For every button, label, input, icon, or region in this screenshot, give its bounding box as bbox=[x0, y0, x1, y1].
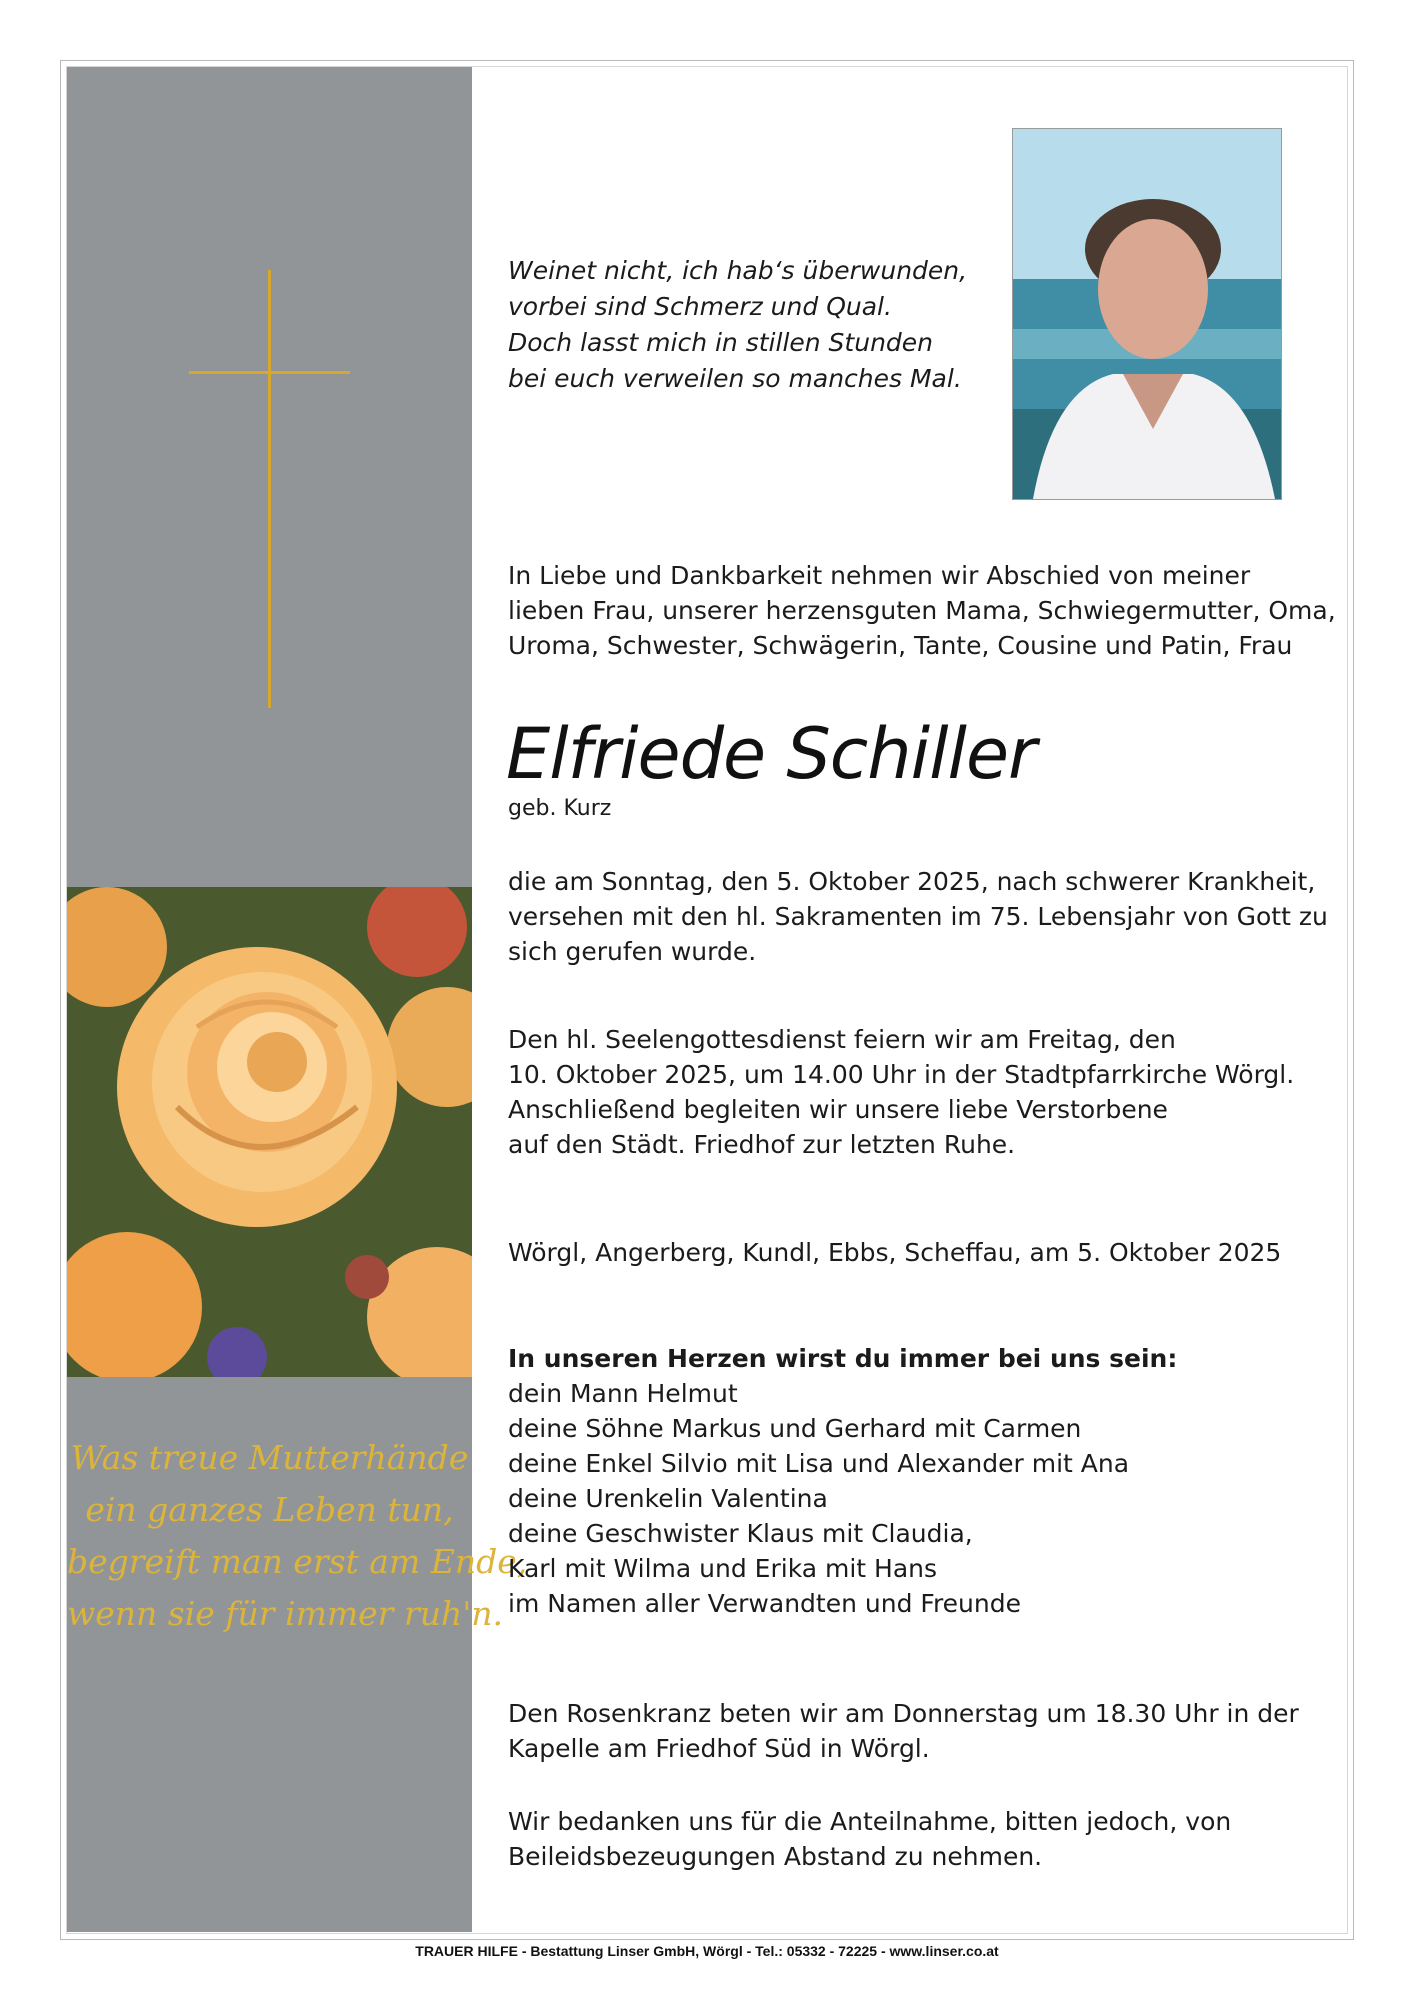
poem bbox=[508, 253, 967, 397]
poem-line: Doch lasst mich in stillen Stunden bbox=[508, 328, 934, 357]
intro-line: Uroma, Schwester, Schwägerin, Tante, Cousine und Patin, Frau bbox=[508, 631, 1293, 660]
rosary-line: Kapelle am Friedhof Süd in Wörgl. bbox=[508, 1734, 930, 1763]
poem-line: bei euch verweilen so manches Mal. bbox=[508, 364, 962, 393]
thanks-line: Beileidsbezeugungen Abstand zu nehmen. bbox=[508, 1842, 1043, 1871]
mourner-line: deine Geschwister Klaus mit Claudia, bbox=[508, 1519, 973, 1548]
cross-icon-bar bbox=[189, 371, 350, 374]
intro-paragraph bbox=[508, 558, 1336, 663]
place-date-line: Wörgl, Angerberg, Kundl, Ebbs, Scheffau, am 5. Oktober 2025 bbox=[508, 1238, 1282, 1267]
place-date bbox=[508, 1235, 1281, 1270]
death-notice-line: sich gerufen wurde. bbox=[508, 937, 757, 966]
mourner-line: deine Söhne Markus und Gerhard mit Carmen bbox=[508, 1414, 1082, 1443]
intro-line: In Liebe und Dankbarkeit nehmen wir Abschied von meiner bbox=[508, 561, 1251, 590]
thanks-paragraph bbox=[508, 1804, 1231, 1874]
death-notice bbox=[508, 864, 1328, 969]
birth-name: geb. Kurz bbox=[508, 796, 612, 821]
death-notice-line: die am Sonntag, den 5. Oktober 2025, nach schwerer Krankheit, bbox=[508, 867, 1316, 896]
footer: TRAUER HILFE - Bestattung Linser GmbH, Wörgl - Tel.: 05332 - 72225 - www.linser.co.at bbox=[415, 1943, 999, 1959]
deceased-name: Elfriede Schiller bbox=[506, 713, 1036, 795]
mourner-line: deine Urenkelin Valentina bbox=[508, 1484, 828, 1513]
mourner-line: im Namen aller Verwandten und Freunde bbox=[508, 1589, 1022, 1618]
mourners-heading: In unseren Herzen wirst du immer bei uns sein: bbox=[508, 1344, 1178, 1373]
mourner-line: Karl mit Wilma und Erika mit Hans bbox=[508, 1554, 938, 1583]
service-line: 10. Oktober 2025, um 14.00 Uhr in der Stadtpfarrkirche Wörgl. bbox=[508, 1060, 1295, 1089]
cross-icon bbox=[268, 270, 271, 708]
mourners-list bbox=[508, 1341, 1177, 1621]
side-quote-line: begreift man erst am Ende, bbox=[67, 1542, 528, 1581]
mourner-line: deine Enkel Silvio mit Lisa und Alexander mit Ana bbox=[508, 1449, 1130, 1478]
mourner-line: dein Mann Helmut bbox=[508, 1379, 738, 1408]
portrait-photo bbox=[1012, 128, 1282, 500]
service-line: Anschließend begleiten wir unsere liebe Verstorbene bbox=[508, 1095, 1168, 1124]
poem-line: Weinet nicht, ich hab‘s überwunden, bbox=[508, 256, 968, 285]
death-notice-line: versehen mit den hl. Sakramenten im 75. Lebensjahr von Gott zu bbox=[508, 902, 1328, 931]
intro-line: lieben Frau, unserer herzensguten Mama, Schwiegermutter, Oma, bbox=[508, 596, 1336, 625]
rosary-paragraph bbox=[508, 1696, 1299, 1766]
side-quote bbox=[67, 1432, 528, 1640]
side-quote-line: ein ganzes Leben tun, bbox=[85, 1490, 454, 1529]
service-line: Den hl. Seelengottesdienst feiern wir am Freitag, den bbox=[508, 1025, 1176, 1054]
rosary-line: Den Rosenkranz beten wir am Donnerstag um 18.30 Uhr in der bbox=[508, 1699, 1299, 1728]
side-quote-line: Was treue Mutterhände bbox=[70, 1438, 469, 1477]
side-quote-line: wenn sie für immer ruh'n. bbox=[67, 1594, 504, 1633]
poem-line: vorbei sind Schmerz und Qual. bbox=[508, 292, 892, 321]
service-line: auf den Städt. Friedhof zur letzten Ruhe. bbox=[508, 1130, 1016, 1159]
rose-image bbox=[67, 887, 472, 1377]
service-paragraph bbox=[508, 1022, 1294, 1162]
thanks-line: Wir bedanken uns für die Anteilnahme, bitten jedoch, von bbox=[508, 1807, 1232, 1836]
